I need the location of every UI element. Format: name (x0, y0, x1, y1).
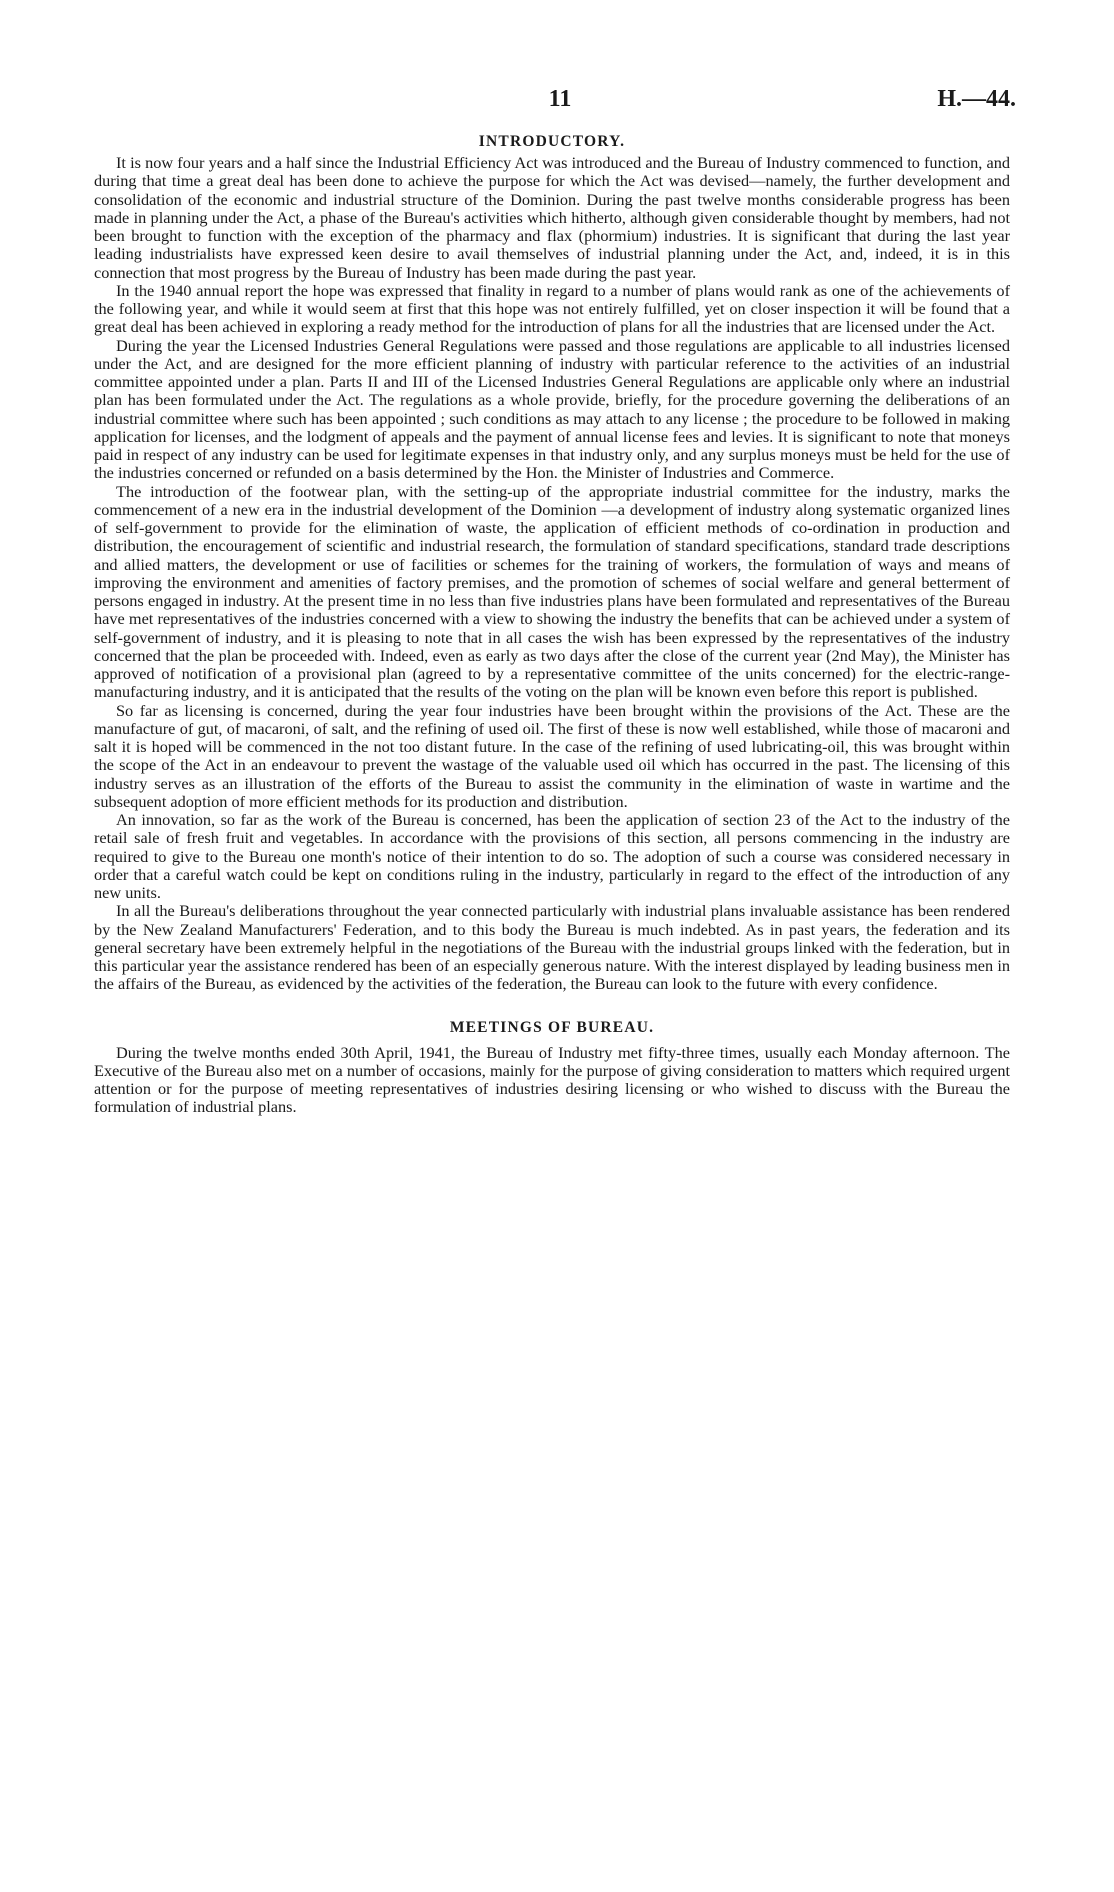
paragraph: In all the Bureau's deliberations throughout the year connected particularly with industrial plans invaluable assistance has been rendered by the New Zealand Manufacturers' Federation, and to this body the Bureau is much indebted. As in past years, the federation and its general secretary have been extremely helpful in the negotiations of the Bureau with the industrial groups linked with the federation, but in this particular year the assistance rendered has been of an especially generous nature. With the interest displayed by leading business men in the affairs of the Bureau, as evidenced by the activities of the federation, the Bureau can look to the future with every confidence. (94, 901, 1010, 994)
paragraph: In the 1940 annual report the hope was expressed that finality in regard to a number of plans would rank as one of the achievements of the following year, and while it would seem at first that this hope was not entirely fulfilled, yet on closer inspection it will be found that a great deal has been achieved in exploring a ready method for the introduction of plans for all the industries that are licensed under the Act. (94, 280, 1010, 337)
paragraph: It is now four years and a half since the Industrial Efficiency Act was introduced and the Bureau of Industry commenced to function, and during that time a great deal has been done to achieve the purpose for which the Act was devised—namely, the further development and consolidation of the economic and industrial structure of the Dominion. During the past twelve months considerable progress has been made in planning under the Act, a phase of the Bureau's activities which hitherto, although given considerable thought by members, had not been brought to function with the exception of the pharmacy and flax (phormium) industries. It is significant that during the last year leading industrialists have expressed keen desire to avail themselves of industrial planning under the Act, and, indeed, it is in this connection that most progress by the Bureau of Industry has been made during the past year. (94, 153, 1010, 282)
document-reference: H.—44. (937, 86, 1016, 112)
paragraph: During the twelve months ended 30th April, 1941, the Bureau of Industry met fifty-three times, usually each Monday afternoon. The Executive of the Bureau also met on a number of occasions, mainly for the purpose of giving consideration to matters which required urgent attention or for the purpose of meeting representatives of industries desiring licensing or who wished to discuss with the Bureau the formulation of industrial plans. (94, 1042, 1010, 1117)
paragraph: An innovation, so far as the work of the Bureau is concerned, has been the application of section 23 of the Act to the industry of the retail sale of fresh fruit and vegetables. In accordance with the provisions of this section, all persons commencing in the industry are required to give to the Bureau one month's notice of their intention to do so. The adoption of such a course was considered necessary in order that a careful watch could be kept on conditions ruling in the industry, particularly in regard to the effect of the introduction of any new units. (94, 810, 1010, 902)
page-content (94, 132, 1010, 1117)
paragraph: So far as licensing is concerned, during the year four industries have been brought within the provisions of the Act. These are the manufacture of gut, of macaroni, of salt, and the refining of used oil. The first of these is now well established, while those of macaroni and salt it is hoped will be commenced in the not too distant future. In the case of the refining of used lubricating-oil, this was brought within the scope of the Act in an endeavour to prevent the wastage of the valuable used oil which has occurred in the past. The licensing of this industry serves as an illustration of the efforts of the Bureau to assist the community in the elimination of waste in wartime and the subsequent adoption of more efficient methods for its production and distribution. (94, 700, 1010, 811)
section-heading-meetings: MEETINGS OF BUREAU. (449, 1018, 655, 1036)
section-heading-introductory: INTRODUCTORY. (478, 133, 626, 150)
paragraph: The introduction of the footwear plan, with the setting-up of the appropriate industrial committee for the industry, marks the commencement of a new era in the industrial development of the Dominion —a development of industry along systematic organized lines of self-government to provide for the elimination of waste, the application of efficient methods of co-ordination in production and distribution, the encouragement of scientific and industrial research, the formulation of standard specifications, standard trade descriptions and allied matters, the development or use of facilities or schemes for the training of workers, the formulation of ways and means of improving the environment and amenities of factory premises, and the promotion of schemes of social welfare and general betterment of persons engaged in industry. At the present time in no less than five industries plans have been formulated and representatives of the Bureau have met representatives of the industries concerned with a view to showing the industry the benefits that can be achieved under a system of self-government of industry, and it is pleasing to note that in all cases the wish has been expressed by the representatives of the industry concerned that the plan be proceeded with. Indeed, even as early as two days after the close of the current year (2nd May), the Minister has approved of notification of a provisional plan (agreed to by a representative committee of the units concerned) for the electric-range-manufacturing industry, and it is anticipated that the results of the voting on the plan will be known even before this report is published. (94, 481, 1010, 702)
paragraph: During the year the Licensed Industries General Regulations were passed and those regulations are applicable to all industries licensed under the Act, and are designed for the more efficient planning of industry with particular reference to the activities of an industrial committee appointed under a plan. Parts II and III of the Licensed Industries General Regulations are applicable only where an industrial plan has been formulated under the Act. The regulations as a whole provide, briefly, for the procedure governing the deliberations of an industrial committee where such has been appointed ; such conditions as may attach to any license ; the procedure to be followed in making application for licenses, and the lodgment of appeals and the payment of annual license fees and levies. It is significant to note that moneys paid in respect of any industry can be used for legitimate expenses in that industry only, and any surplus moneys must be held for the use of the industries concerned or refunded on a basis determined by the Hon. the Minister of Industries and Commerce. (94, 335, 1010, 483)
page-number: 11 (548, 86, 572, 112)
